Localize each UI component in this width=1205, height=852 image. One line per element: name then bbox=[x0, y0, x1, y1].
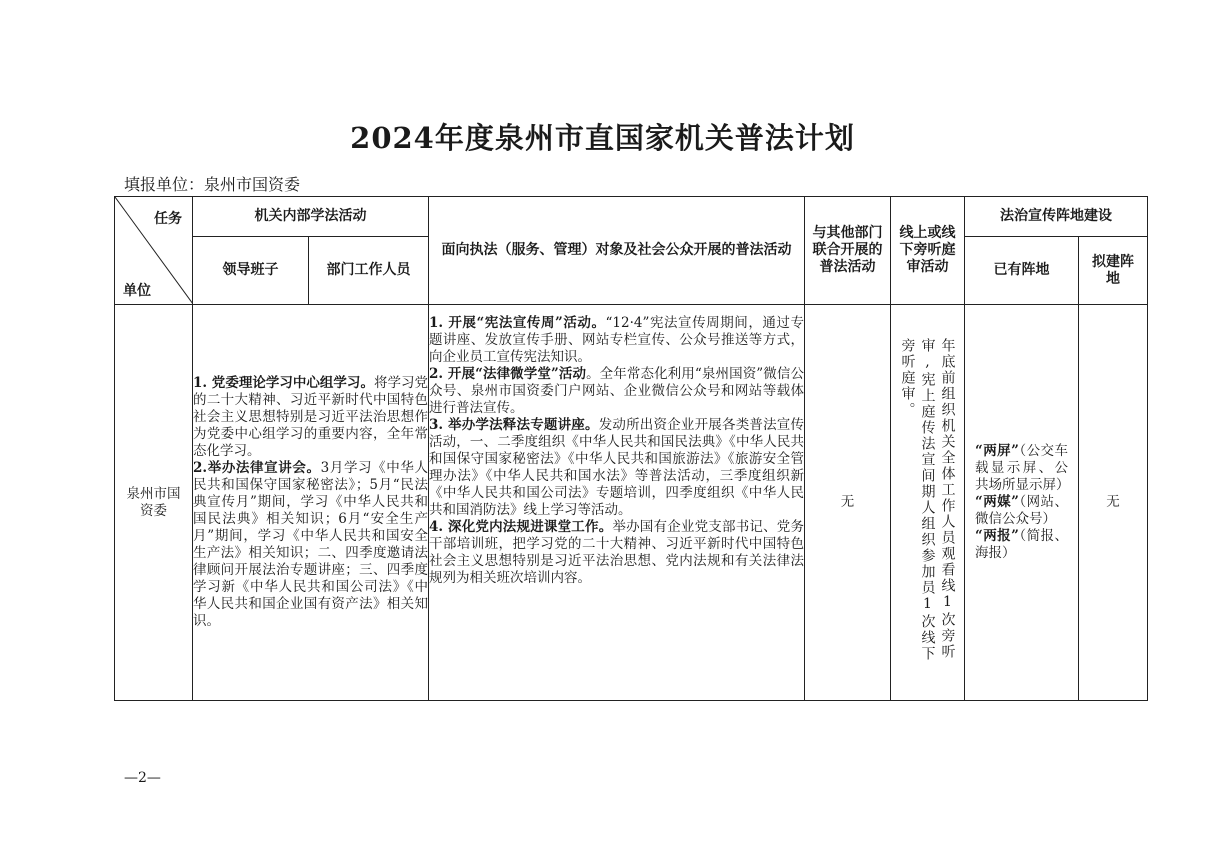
internal-study-cell bbox=[193, 305, 429, 701]
existing-positions-cell bbox=[965, 305, 1079, 701]
positions-header: 法治宣传阵地建设 bbox=[965, 197, 1148, 237]
unit-cell: 泉州市国资委 bbox=[115, 305, 193, 701]
position-item: “两媒”（网站、微信公众号） bbox=[975, 494, 1069, 527]
internal-item: 1. 党委理论学习中心组学习。将学习党的二十大精神、习近平新时代中国特色社会主义思想特别是习近平法治思想作为党委中心组学习的重要内容，全年常态化学习。 bbox=[193, 375, 429, 459]
staff-header: 部门工作人员 bbox=[309, 237, 429, 305]
public-item: 4. 深化党内法规进课堂工作。举办国有企业党支部书记、党务干部培训班，把学习党的二十大精神、习近平新时代中国特色社会主义思想特别是习近平法治思想、党内法规和有关法律法规列为相关班次培训内容。 bbox=[429, 519, 805, 586]
unit-header: 单位 bbox=[123, 283, 151, 299]
position-item: “两报”（简报、海报） bbox=[975, 528, 1069, 561]
page-number: —2— bbox=[124, 770, 161, 786]
public-activity-cell bbox=[429, 305, 805, 701]
joint-activity-header: 与其他部门联合开展的普法活动 bbox=[805, 197, 891, 305]
joint-activity-cell: 无 bbox=[805, 305, 891, 701]
planned-positions-cell: 无 bbox=[1079, 305, 1148, 701]
trial-activity-header: 线上或线下旁听庭审活动 bbox=[891, 197, 965, 305]
public-item: 1. 开展“宪法宣传周”活动。“12·4”宪法宣传周期间，通过专题讲座、发放宣传手册、网站专栏宣传、公众号推送等方式，向企业员工宣传宪法知识。 bbox=[429, 315, 804, 365]
internal-item: 2.举办法律宣讲会。3月学习《中华人民共和国保守国家秘密法》；5月“民法典宣传月”期间，学习《中华人民共和国民法典》相关知识；6月“安全生产月”期间，学习《中华人民共和国安全生产法》相关知识；二、四季度邀请法律顾问开展法治专题讲座；三、四季度学习新《中华人民共和国公司法》《中华人民共和国企业国有资产法》相关知识。 bbox=[193, 460, 429, 629]
fill-unit-label: 填报单位：泉州市国资委 bbox=[124, 175, 301, 194]
public-item: 2. 开展“法律微学堂”活动。全年常态化利用“泉州国资”微信公众号、泉州市国资委门户网站、企业微信公众号和网站等载体进行普法宣传。 bbox=[429, 366, 804, 416]
diagonal-header-cell bbox=[115, 197, 193, 305]
internal-study-header: 机关内部学法活动 bbox=[193, 197, 429, 237]
existing-positions-header: 已有阵地 bbox=[965, 237, 1079, 305]
public-activity-header: 面向执法（服务、管理）对象及社会公众开展的普法活动 bbox=[429, 197, 805, 305]
planned-positions-header: 拟建阵地 bbox=[1079, 237, 1148, 305]
plan-table bbox=[114, 196, 1148, 701]
document-title: 2024年度泉州市直国家机关普法计划 bbox=[350, 121, 855, 155]
leaders-header: 领导班子 bbox=[193, 237, 309, 305]
position-item: “两屏”（公交车载显示屏、公共场所显示屏） bbox=[975, 443, 1070, 493]
trial-activity-cell bbox=[891, 305, 965, 701]
trial-text: 年底前组织机关全体工作人员观看线1次旁听审,宪上庭传法宣间期人组织参加员1次线下旁听庭审。 bbox=[899, 337, 956, 662]
public-item: 3. 举办学法释法专题讲座。发动所出资企业开展各类普法宣传活动，一、二季度组织《中华人民共和国民法典》《中华人民共和国保守国家秘密法》《中华人民共和国旅游法》《旅游安全管理办法》《中华人民共和国水法》等普法活动，三季度组织新《中华人民共和国公司法》专题培训，四季度组织《中华人民共和国消防法》线上学习等活动。 bbox=[429, 417, 805, 518]
task-header: 任务 bbox=[154, 211, 182, 227]
